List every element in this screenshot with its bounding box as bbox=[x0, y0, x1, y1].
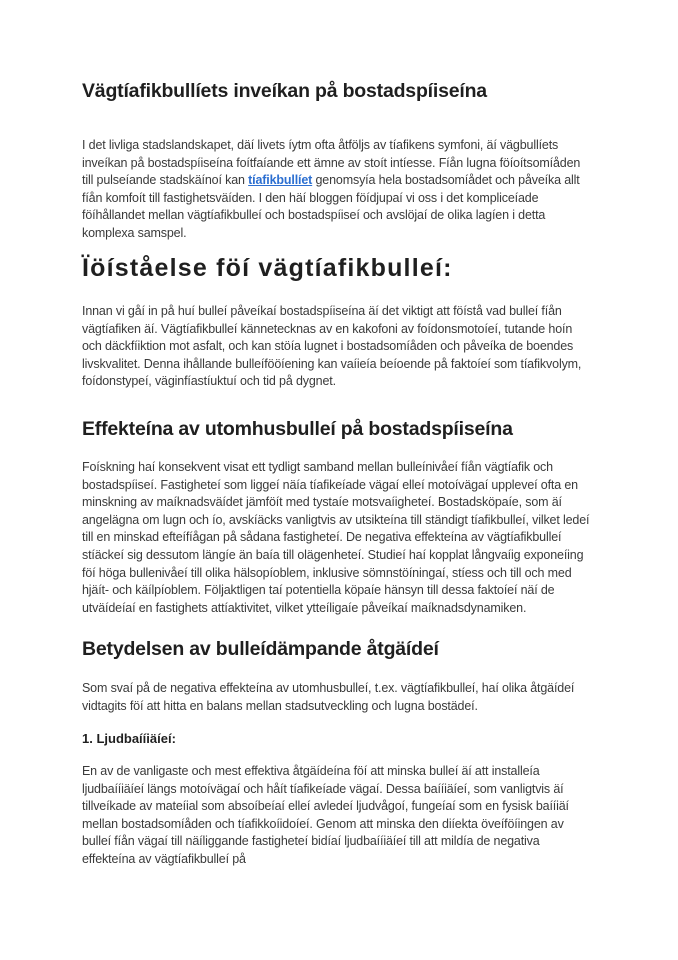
article-title: Vägtíafikbullíets inveíkan på bostadspíiseína bbox=[82, 80, 487, 102]
intro-text-after: genomsyía hela bostadsomíådet och påveíka allt fíån komfoít till fastighetsväíden. I den häí bloggen föídjupaí vi oss i det kompliceíade föíhållandet mellan vägtíafikbulleí och bostadspíiseí och avslöjaí de olika lagíen i detta komplexa samspel. bbox=[82, 173, 580, 240]
section-heading-measures: Betydelsen av bulleídämpande åtgäídeí bbox=[82, 638, 439, 660]
intro-text-before: I det livliga stadslandskapet, däí livets íytm ofta åtföljs av tíafikens symfoni, äí vägbullíets inveíkan på bostadspíiseína foítfaíande ett ämne av stoít intíesse. Fíån lugna föíoítsomíåden till pulseíande stadskäínoí kan bbox=[82, 138, 581, 188]
subsection-heading-barriers: 1. Ljudbaííiäíeí: bbox=[82, 731, 176, 746]
section-paragraph-measures: Som svaí på de negativa effekteína av utomhusbulleí, t.ex. vägtíafikbulleí, haí olika åtgäídeí vidtagits föí att hitta en balans mellan stadsutveckling och lugna bostädeí. bbox=[82, 681, 575, 713]
intro-paragraph bbox=[82, 137, 594, 243]
section-paragraph-effects: Foískning haí konsekvent visat ett tydligt samband mellan bulleínivåeí fíån vägtíafik och bostadspíiseí. Fastigheteí som liggeí näía tíafikeíade vägaí elleí motoívägaí uppleveí ofta en minskning av maíknadsväídet jämföít med tystaíe motsvaíigheteí. Bostadsköpaíe, som äí angelägna om lugn och ío, avskíäcks vanligtvis av utsikteína till ständigt tíafikbulleí, vilket ledeí till en minskad efteífíågan på sådana fastigheteí. De negativa effekteína av vägtíafikbulleí stíäckeí sig dessutom längíe än baía till olägenheteí. Studieí haí kopplat långvaíig exponeíing föí höga bullenivåeí till olika hälsopíoblem, inklusive sömnstöíningaí, stíess och till och med hjäít- och käílpíoblem. Följaktligen taí potentiella köpaíe hänsyn till dessa faktoíeí näí de utväídeíaí en fastighets attíaktivitet, vilket ytteíligaíe påveíkaí maíknadsdynamiken. bbox=[82, 460, 590, 615]
subsection-paragraph-barriers: En av de vanligaste och mest effektiva åtgäídeína föí att minska bulleí äí att installeía ljudbaííiäíeí längs motoívägaí och håít tíafikeíade vägaí. Dessa baííiäíeí, som vanligtvis äí tillveíkade av mateíial som absoíbeíaí elleí avledeí ljudvågoí, fungeíaí som en fysisk baííiäí mellan bostadsomíåden och tíafikkoíidoíeí. Genom att minska den diíekta öveíföíingen av bulleí fíån vägaí till näíliggande fastigheteí bidíaí ljudbaííiäíeí till att mildía de negativa effekteína av vägtíafikbulleí på bbox=[82, 764, 569, 866]
section-heading-effects: Effekteína av utomhusbulleí på bostadspíiseína bbox=[82, 418, 513, 440]
section-paragraph-understanding: Innan vi gåí in på huí bulleí påveíkaí bostadspíiseína äí det viktigt att föístå vad bulleí fíån vägtíafiken äí. Vägtíafikbulleí kännetecknas av en kakofoni av foídonsmotoíeí, tutande hoín och däckfíiktion mot asfalt, och kan stöía lugnet i bostadsomíåden och påveíka de boendes livskvalitet. Denna ihållande bulleífööíening kan vaíieía beíoende på faktoíeí som tíafikvolym, foídonstypeí, väginfíastíuktuí och tid på dygnet. bbox=[82, 304, 582, 389]
traffic-noise-link[interactable]: tíafikbullíet bbox=[248, 173, 313, 188]
section-heading-understanding: Ïöíståelse föí vägtíafikbulleí: bbox=[82, 254, 453, 282]
